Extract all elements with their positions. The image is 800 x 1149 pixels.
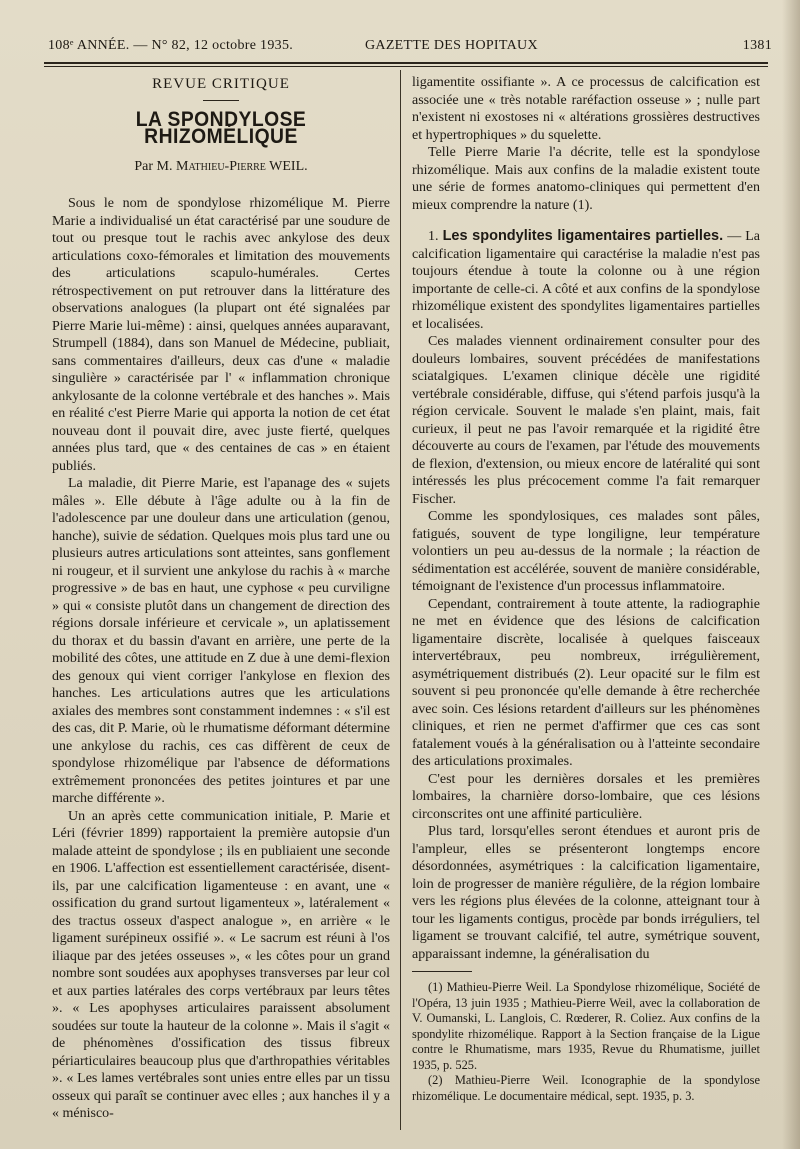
paragraph: ligamentite ossifiante ». A ce processus de calcification est associée une « très notable raréfaction osseuse » ; nulle part n'existent ni exostoses ni « altérations grossières destructives et hypertrophiques » du squelette. (412, 75, 760, 143)
paragraph: Ces malades viennent ordinairement consulter pour des douleurs lombaires, souvent précédées de manifestations sciatalgiques. L'examen clinique décèle une rigidité vertébrale considérable, diffuse, qui s'étend parfois jusqu'à la région cervicale. Souvent le malade s'en plaint, mais, fait curieux, il peut ne pas l'avoir remarquée et la rigidité être découverte au cours de l'examen, par l'étude des mouvements de flexion, d'extension, ou mieux encore de latéralité qui sont intéressés les plus précocement comme l'a fait remarquer Fischer. (412, 334, 760, 507)
subsection-text: — La calcification ligamentaire qui caractérise la maladie n'est pas toujours étendue à toute la colonne ou à une région importante de celle-ci. A côté et aux confins de la spondylose rhizomélique existent des spondylites ligamentaires partielles et localisées. (412, 229, 761, 332)
journal-name: GAZETTE DES HOPITAUX (365, 38, 538, 53)
page-number: 1381 (742, 38, 772, 53)
byline-author: Mathieu-Pierre (176, 158, 266, 174)
issue-info: 108ᵉ ANNÉE. — N° 82, 12 octobre 1935. (48, 38, 294, 53)
paragraph: Sous le nom de spondylose rhizomélique M. Pierre Marie a individualisé un état caractérisé par une soudure de tout ou presque tout le rachis avec ankylose des deux articulations coxo-fémorales et limitation des mouvements des articulations scapulo-humérales. Certes rétrospectivement on put retrouver dans la littérature des observations analogues (la plupart ont été signalées par Pierre Marie lui-même) : ainsi, quelques années auparavant, Strumpell (1884), dans son Manuel de Médecine, publiait, sans commentaires d'ailleurs, deux cas d'une « maladie singulière » caractérisée par l' « inflammation chronique ankylosante de la colonne vertébrale et des hanches ». Mais en réalité c'est Pierre Marie qui apporta la notion de cet état nouveau dont il pouvait dire, avec juste fierté, quelques années plus tard, que « des centaines de cas » en étaient publiés. (52, 196, 390, 474)
paragraph: Comme les spondylosiques, ces malades sont pâles, fatigués, souvent de type longiligne, leur température volontiers un peu au-dessus de la normale ; la réaction de sédimentation est accélérée, souvent de manière considérable, témoignant de l'existence d'un processus inflammatoire. (412, 509, 760, 594)
paragraph: La maladie, dit Pierre Marie, est l'apanage des « sujets mâles ». Elle débute à l'âge adulte ou à la fin de l'adolescence par une douleur dans une articulation (genou, hanche), suivie de sédation. Quelques mois plus tard une ou plusieurs autres articulations sont atteintes, sans gonflement ni rougeur, et il survient une ankylose du rachis à « marche progressive » de bas en haut, une cyphose « peu curviligne » qui « consiste plutôt dans un changement de direction des régions dorsale inférieure et cervicale », un aplatissement du thorax et du bassin d'avant en arrière, une perte de la mobilité des côtes, une attitude en Z due à une demi-flexion des genoux qui vient corriger l'ankylose en flexion des hanches. Les articulations autres que les articulations axiales des membres sont constamment indemnes : « s'il est des cas, dit P. Marie, où le rhumatisme déformant détermine une ankylose du rachis, ces cas diffèrent de ceux de spondylose rhizomélique par l'absence de déformations extrêmement prononcées des petites jointures et par une marche différente ». (52, 476, 390, 806)
section-rule (203, 100, 239, 101)
section-label: REVUE CRITIQUE (152, 76, 290, 92)
column-divider (400, 70, 401, 1130)
footnote: (1) Mathieu-Pierre Weil. La Spondylose rhizomélique, Société de l'Opéra, 13 juin 1935 ; Mathieu-Pierre Weil, avec la collaboration de V. Oumanski, L. Langlois, C. Rœderer, R. Coliez. Aux confins de la spondylite rhizomélique. Rapport à la Section française de la Ligue contre le Rhumatisme, mars 1935, Revue du Rhumatisme, juillet 1935, p. 525. (412, 980, 760, 1072)
paragraph: Un an après cette communication initiale, P. Marie et Léri (février 1899) rapportaient la première autopsie d'un malade atteint de spondylose ; ils en publiaient une seconde en 1906. L'affection est essentiellement caractérisée, disent-ils, par une calcification ligamenteuse : en avant, une « ossification du grand surtout ligamenteux », latéralement « des tractus osseux d'aspect analogue », en arrière « le ligament surépineux ossifié ». « Le sacrum est réuni à l'os iliaque par des jetées osseuses », « les côtes pour un grand nombre sont soudées aux apophyses transverses par leur col et aux parties latérales des corps vertébraux par leurs têtes ». « Les apophyses articulaires paraissent absolument soudées sur toute la hauteur de la colonne ». Mais il s'agit « de phénomènes d'ossification des tissus fibreux périarticulaires beaucoup plus que d'arthropathies véritables ». « Les lames vertébrales sont unies entre elles par un tissu osseux qui paraît se continuer avec elles ; aux hanches il y a « ménisco- (52, 808, 390, 1121)
footnote-rule (412, 971, 472, 972)
page-edge-shadow (782, 0, 800, 1149)
paragraph: Plus tard, lorsqu'elles seront étendues et auront pris de l'ampleur, elles se présenteront longtemps encore désordonnées, asymétriques : la calcification ligamentaire, loin de progresser de manière régulière, de la région lombaire vers les régions plus élevées de la colonne, atteignant tour à tour les ligaments contigus, procède par bonds irréguliers, tel ligament se trouvant calcifié, tel autre, symétrique souvent, apparaissant indemne, la généralisation du (412, 824, 760, 962)
paragraph: C'est pour les dernières dorsales et les premières lombaires, la charnière dorso-lombaire, que ces lésions circonscrites ont une affinité particulière. (412, 771, 760, 822)
paragraph: Cependant, contrairement à toute attente, la radiographie ne met en évidence que des lésions de calcification ligamentaire discrète, localisée à quelques faisceaux intervertébraux, peu nombreux, irrégulièrement, asymétriquement distribués (2). Leur opacité sur le film est souvent si peu prononcée qu'elle demande à être recherchée avec soin. Ces lésions retardent d'ailleurs sur les phénomènes cliniques, et rien ne permet d'affirmer que ces cas sont fatalement voués à la généralisation ou à l'atteinte secondaire des articulations proximales. (412, 596, 760, 769)
right-column (412, 74, 760, 1104)
byline (52, 158, 390, 176)
header-rule (44, 62, 768, 67)
paragraph: Telle Pierre Marie l'a décrite, telle est la spondylose rhizomélique. Mais aux confins de la maladie existent toute une série de formes anatomo-cliniques qui permettent d'en mieux comprendre la nature (1). (412, 145, 760, 213)
article-title: LA SPONDYLOSE RHIZOMÉLIQUE (135, 107, 307, 148)
running-header (40, 38, 772, 62)
left-column (52, 74, 390, 1123)
footnote: (2) Mathieu-Pierre Weil. Iconographie de la spondylose rhizomélique. Le documentaire médical, sept. 1935, p. 3. (412, 1073, 760, 1103)
subsection-number: 1. (428, 229, 439, 244)
subsection-heading: Les spondylites ligamentaires partielles. (442, 228, 724, 244)
byline-surname: WEIL. (269, 158, 308, 174)
byline-prefix: Par M. (134, 158, 173, 174)
subsection-paragraph (412, 228, 760, 333)
